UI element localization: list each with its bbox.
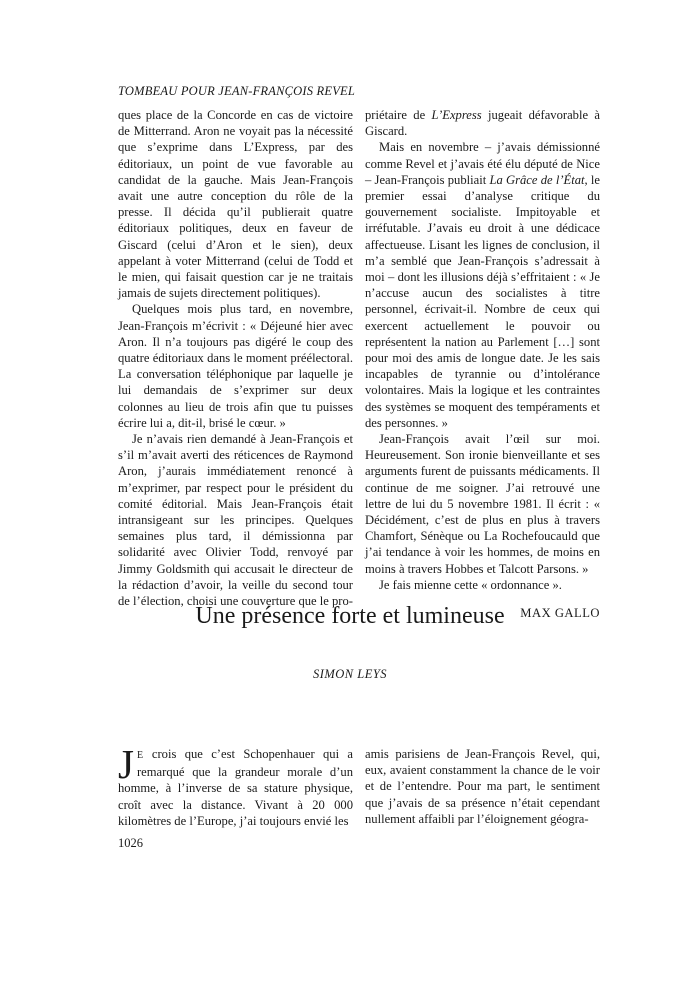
gallo-column-1 bbox=[118, 107, 353, 609]
leys-column-1 bbox=[118, 741, 353, 829]
paragraph: Je n’avais rien demandé à Jean-François et s’il m’avait averti des réticences de Raymond Aron, j’aurais immédiatement renoncé à m’exprimer, par respect pour le président du comité éditorial. Mais Jean-François était intransigeant sur les principes. Quelques semaines plus tard, il démissionna par solidarité avec Olivier Todd, renvoyé par Jimmy Goldsmith qui accusait le directeur de la rédaction d’avoir, la veille du second tour de l’élection, choisi une couverture que le pro- bbox=[118, 432, 353, 609]
paragraph: Quelques mois plus tard, en novembre, Jean-François m’écrivit : « Déjeuné hier avec Aron. Il n’a toujours pas digéré le coup des quatre éditoriaux dans le moment préélectoral. La conversation téléphonique par laquelle je lui demandais de s’exprimer sur deux colonnes au lieu de trois afin que tu puisses écrire lui a, dit-il, brisé le cœur. » bbox=[118, 302, 353, 430]
paragraph: J E crois que c’est Schopenhauer qui a remarqué que la grandeur morale d’un homme, à l’inverse de sa stature physique, croît avec la distance. Vivant à 20 000 kilomètres de l’Europe, j’ai toujours envié les bbox=[118, 741, 353, 828]
leys-column-2 bbox=[365, 746, 600, 827]
page-number: 1026 bbox=[118, 836, 143, 850]
paragraph: Jean-François avait l’œil sur moi. Heureusement. Son ironie bienveillante et ses arguments furent de puissants médicaments. Il continue de me soigner. J’ai retrouvé une lettre de lui du 5 novembre 1981. Il écrit : « Décidément, c’est de plus en plus à travers Chamfort, Sénèque ou La Rochefoucauld que j’ai tendance à voir les hommes, de moins en moins à travers Hobbes et Talcott Parsons. » bbox=[365, 432, 600, 576]
gallo-column-2 bbox=[365, 107, 600, 621]
drop-cap: J bbox=[118, 741, 134, 787]
paragraph: Mais en novembre – j’avais démissionné comme Revel et j’avais été élu député de Nice – Jean-François publiait La Grâce de l’État, le premier essai d’analyse critique du gouvernement socialiste. Impitoyable et irréfutable. J’avais eu droit à une dédicace affectueuse. Lisant les lignes de conclusion, il m’a semblé que Jean-François s’adressait à moi – dont les illusions déjà s’effritaient : « Je n’accuse aucun des socialistes à titre personnel, écrivait-il. Nombre de ceux qui exercent actuellement le pouvoir ou représentent la nation au Parlement […] sont pour moi des amis de longue date. Je les sais incapables de tyrannie ou d’intolérance volontaires. Mais la logique et les contraintes des systèmes se moquent des tempéraments et des personnes. » bbox=[365, 140, 600, 430]
paragraph: amis parisiens de Jean-François Revel, qui, eux, avaient constamment la chance de le voir et de l’entendre. Pour ma part, le sentiment que j’avais de sa présence n’était cependant nullement affaibli par l’éloignement géogra- bbox=[365, 747, 600, 826]
article-title: Une présence forte et lumineuse bbox=[195, 603, 505, 629]
paragraph: ques place de la Concorde en cas de victoire de Mitterrand. Aron ne voyait pas la nécessité que s’exprime dans L’Express, par des éditoriaux, un point de vue favorable au candidat de la gauche. Mais Jean-François avait une autre conception du rôle de la presse. Il décida qu’il publierait quatre éditoriaux politiques, deux en faveur de Giscard (celui d’Aron et le sien), deux appelant à voter Mitterrand (celui de Todd et le mien, qui faisait question car je ne traitais jamais de sujets directement politiques). bbox=[118, 108, 353, 301]
author-signature: MAX GALLO bbox=[520, 606, 600, 621]
paragraph: priétaire de L’Express jugeait défavorable à Giscard. bbox=[365, 108, 600, 139]
paragraph: Je fais mienne cette « ordonnance ». bbox=[379, 577, 562, 592]
article-author: SIMON LEYS bbox=[312, 667, 388, 681]
running-head: TOMBEAU POUR JEAN-FRANÇOIS REVEL bbox=[118, 84, 356, 98]
